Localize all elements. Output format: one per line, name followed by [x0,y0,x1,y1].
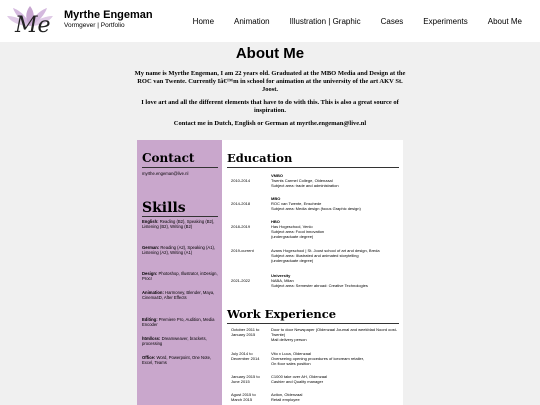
cv-sidebar [137,140,222,405]
intro-contact: Contact me in Dutch, English or German at myrthe.engeman@live.nl [173,120,367,127]
site-title[interactable]: Myrthe Engeman [64,9,153,21]
skill-item: Editing: Premiere Pro, Audition, Media Encoder [142,317,215,328]
logo-lettering: Me [15,13,51,38]
contact-heading: Contact [142,151,195,165]
skill-item: Office: Word, Powerpoint, One Note, Excel, Teams [142,355,212,366]
skill-item: Animation: Harmoney, Blender, Maya, Cinema4D, After Effects [142,290,215,301]
lotus-logo-icon[interactable] [5,2,55,38]
intro-text [130,70,410,133]
skill-item: Design: Photoshop, Illustrator, inDesign, Procr [142,271,218,282]
main-nav [173,17,522,26]
work-experience-heading: Work Experience [227,307,337,321]
skills-heading: Skills [142,200,186,216]
nav-about-me[interactable]: About Me [487,17,522,26]
skill-item: English: Reading (B2), Speaking (B2), Listening (B2), Writing (B2) [142,219,215,230]
contact-email: myrthe.engeman@live.nl [142,171,189,176]
skill-item: German: Reading (A2), Speaking (A1), Listening (A2), Writing (A1) [142,245,216,256]
nav-illustration-graphic[interactable]: Illustration | Graphic [289,17,361,26]
intro-paragraph: I love art and all the different elements that have to do with this. This is also a great source of inspiration. [141,99,399,114]
education-heading: Education [227,151,293,165]
divider [142,216,218,217]
page-title: About Me [235,45,305,62]
divider [227,323,399,324]
skill-item: html/css: Dreamweaver, brackets, processing [142,336,207,347]
intro-paragraph: My name is Myrthe Engeman, I am 22 years old. Graduated at the MBO Media and Design at the ROC van Twente. Currently Iâ€™m in school for animation at the university of the art AKV St. Joost. [134,70,406,93]
nav-experiments[interactable]: Experiments [423,17,468,26]
site-header [0,0,540,42]
nav-cases[interactable]: Cases [380,17,404,26]
divider [227,167,399,168]
nav-home[interactable]: Home [192,17,215,26]
site-subtitle: Vormgever | Portfolio [64,22,125,29]
divider [142,167,218,168]
cv-image: Contact myrthe.engeman@live.nl Skills English: Reading (B2), Speaking (B2), Listening (B2), Writing (B2) German: Reading (A2), Speaking (A1), Listening (A2), Writing (A1) Design: Photoshop, Illustrator, inDesign, Procr Animation: Harmoney, Blender, Maya, Cinema4D, After Effects Editing: Premiere Pro, Audition, Media Encoder html/css: Dreamweaver, brackets, processing Office: Word, Powerpoint, One Note, Excel, Teams Education 2010-2014 VMBO Twents Carmel College, Oldenzaal Subject area: trade and administration 2014-2018 MBO ROC van Twente, Enschede Subject area: Media design (focus Graphic design) 2018-2019 HBO Has Hogeschool, Venlo Subject area: Food innovation (undergraduate degree) 2019-current Avans Hogeschool | St. Joost school of art and design, Breda Subject area: Illustrated and animated storytelling (undergraduate degree) 2021-2022 University NABA, Milan Subject area: Semester abroad: Creative Technologies Work Experience October 2011 to January 2015 Door to door Newspaper (Oldenzaal Journal and weekblad Noord oost-Twente) Mail delivery person July 2014 to December 2014 Vito x Luca, Oldenzaal Overseeing opening procedures of icecream retailer, On floor sales position January 2015 to June 2015 C1000 take over AH, Oldenzaal Cashier and Quality manager Agust 2015 to March 2015 Action, Oldenzaal Retail employee [137,140,403,405]
nav-animation[interactable]: Animation [234,17,270,26]
